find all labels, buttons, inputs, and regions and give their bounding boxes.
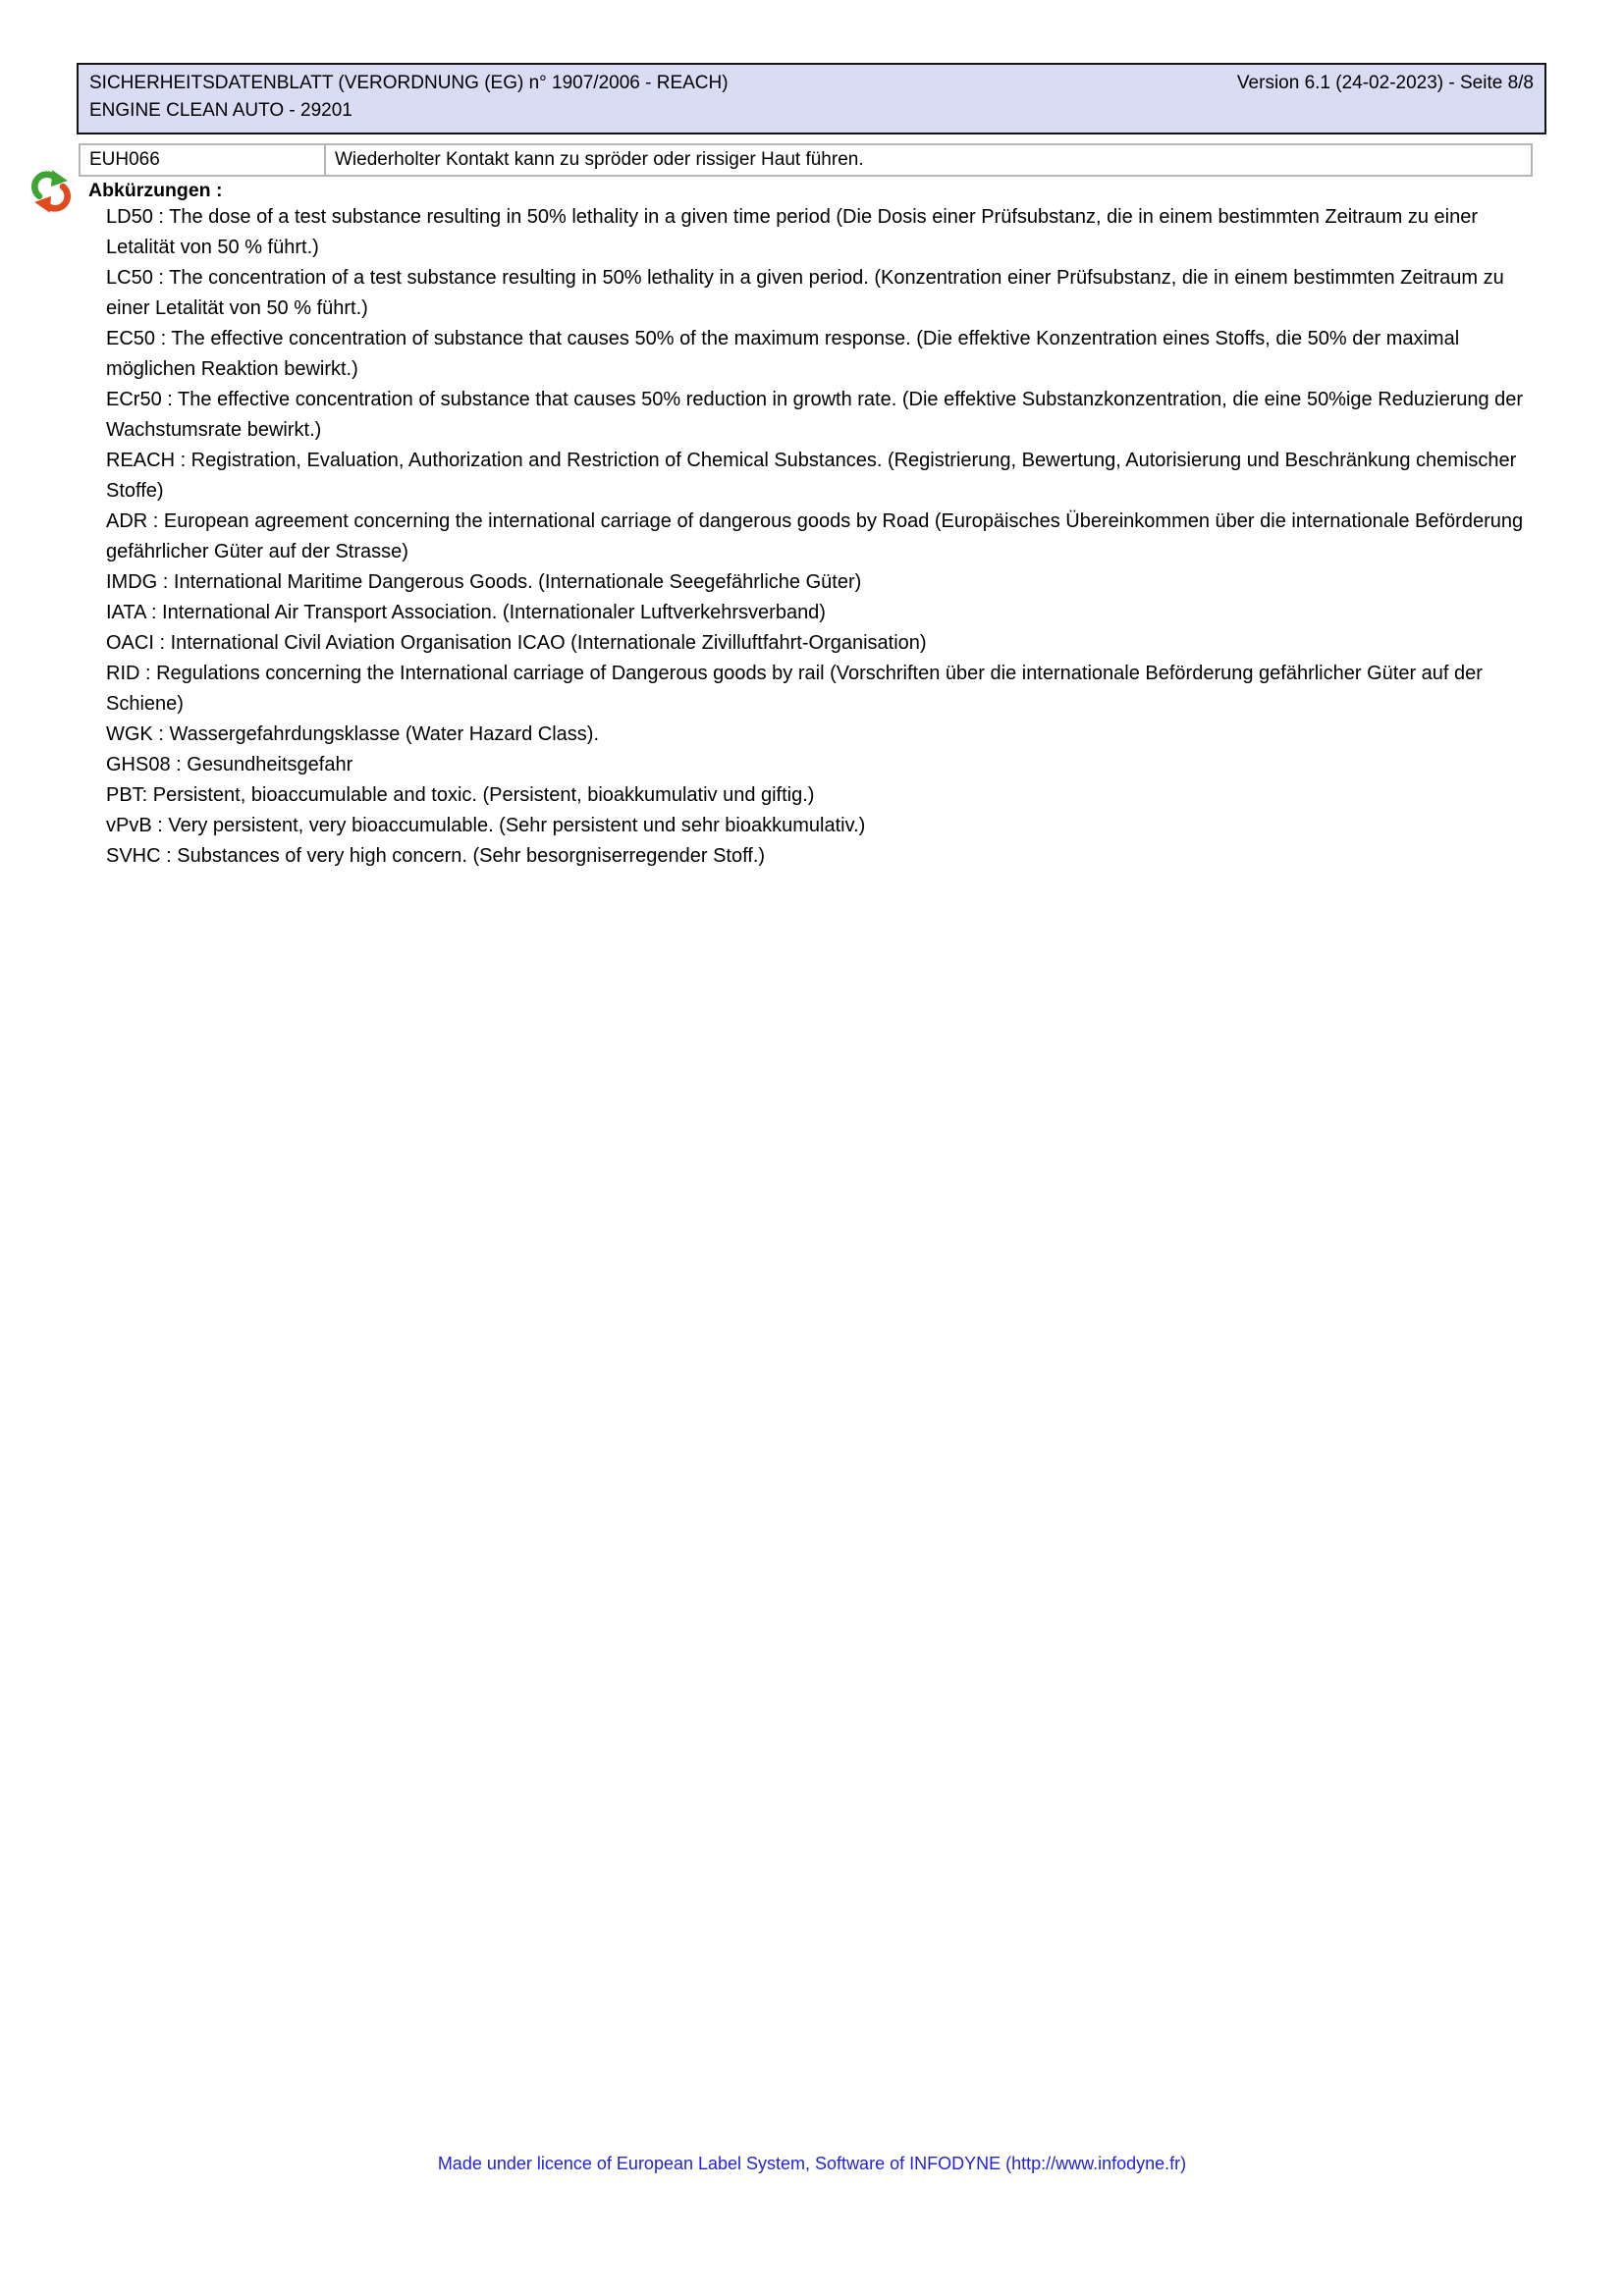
document-header [77, 63, 1546, 134]
header-product-name: ENGINE CLEAN AUTO - 29201 [89, 100, 352, 121]
table-row [80, 144, 1532, 176]
euh-code-cell: EUH066 [80, 144, 325, 176]
euh-text-cell: Wiederholter Kontakt kann zu spröder oder rissiger Haut führen. [325, 144, 1532, 176]
euh-statements-table [79, 143, 1533, 177]
abbreviation-entry-rid: RID : Regulations concerning the International carriage of Dangerous goods by rail (Vorschriften über die internationale Beförderung gefährlicher Güter auf der Schiene) [106, 663, 1483, 715]
abbreviation-entry-ecr50: ECr50 : The effective concentration of substance that causes 50% reduction in growth rate. (Die effektive Substanzkonzentration, die eine 50%ige Reduzierung der Wachstumsrate bewirkt.) [106, 389, 1524, 441]
recycle-arrows-icon [28, 169, 74, 214]
abbreviation-entry-ec50: EC50 : The effective concentration of substance that causes 50% of the maximum response. (Die effektive Konzentration eines Stoffs, die 50% der maximal möglichen Reaktion bewirkt.) [106, 328, 1460, 380]
abbreviation-entry-imdg: IMDG : International Maritime Dangerous Goods. (Internationale Seegefährliche Güter) [106, 571, 862, 593]
abbreviations-list [106, 202, 1527, 872]
abbreviation-entry-adr: ADR : European agreement concerning the international carriage of dangerous goods by Road (Europäisches Übereinkommen über die internationale Beförderung gefährlicher Güter auf der Strasse) [106, 510, 1524, 562]
abbreviation-entry-reach: REACH : Registration, Evaluation, Authorization and Restriction of Chemical Substances. (Registrierung, Bewertung, Autorisierung und Beschränkung chemischer Stoffe) [106, 450, 1517, 502]
header-row-top [89, 70, 1534, 97]
abbreviation-entry-ghs08: GHS08 : Gesundheitsgefahr [106, 754, 353, 775]
abbreviation-entry-pbt: PBT: Persistent, bioaccumulable and toxic. (Persistent, bioakkumulativ und giftig.) [106, 784, 815, 806]
header-row-bottom [89, 97, 1534, 125]
abbreviation-entry-iata: IATA : International Air Transport Association. (Internationaler Luftverkehrsverband) [106, 602, 826, 623]
abbreviation-entry-vpvb: vPvB : Very persistent, very bioaccumulable. (Sehr persistent und sehr bioakkumulativ.) [106, 815, 866, 836]
header-title: SICHERHEITSDATENBLATT (VERORDNUNG (EG) n° 1907/2006 - REACH) [89, 73, 729, 93]
abbreviation-entry-svhc: SVHC : Substances of very high concern. (Sehr besorgniserregender Stoff.) [106, 845, 766, 867]
header-version-page: Version 6.1 (24-02-2023) - Seite 8/8 [1236, 73, 1534, 93]
abbreviation-entry-ld50: LD50 : The dose of a test substance resulting in 50% lethality in a given time period (Die Dosis einer Prüfsubstanz, die in einem bestimmten Zeitraum zu einer Letalität von 50 % führt.) [106, 206, 1479, 258]
abbreviations-heading: Abkürzungen : [88, 180, 223, 201]
abbreviation-entry-wgk: WGK : Wassergefahrdungsklasse (Water Hazard Class). [106, 723, 600, 745]
abbreviation-entry-lc50: LC50 : The concentration of a test substance resulting in 50% lethality in a given period. (Konzentration einer Prüfsubstanz, die in einem bestimmten Zeitraum zu einer Letalität von 50 % führt.) [106, 267, 1504, 319]
footer-licence-link[interactable]: Made under licence of European Label System, Software of INFODYNE (http://www.infodyne.fr) [437, 2154, 1187, 2173]
abbreviation-entry-oaci: OACI : International Civil Aviation Organisation ICAO (Internationale Zivilluftfahrt-Organisation) [106, 632, 927, 654]
